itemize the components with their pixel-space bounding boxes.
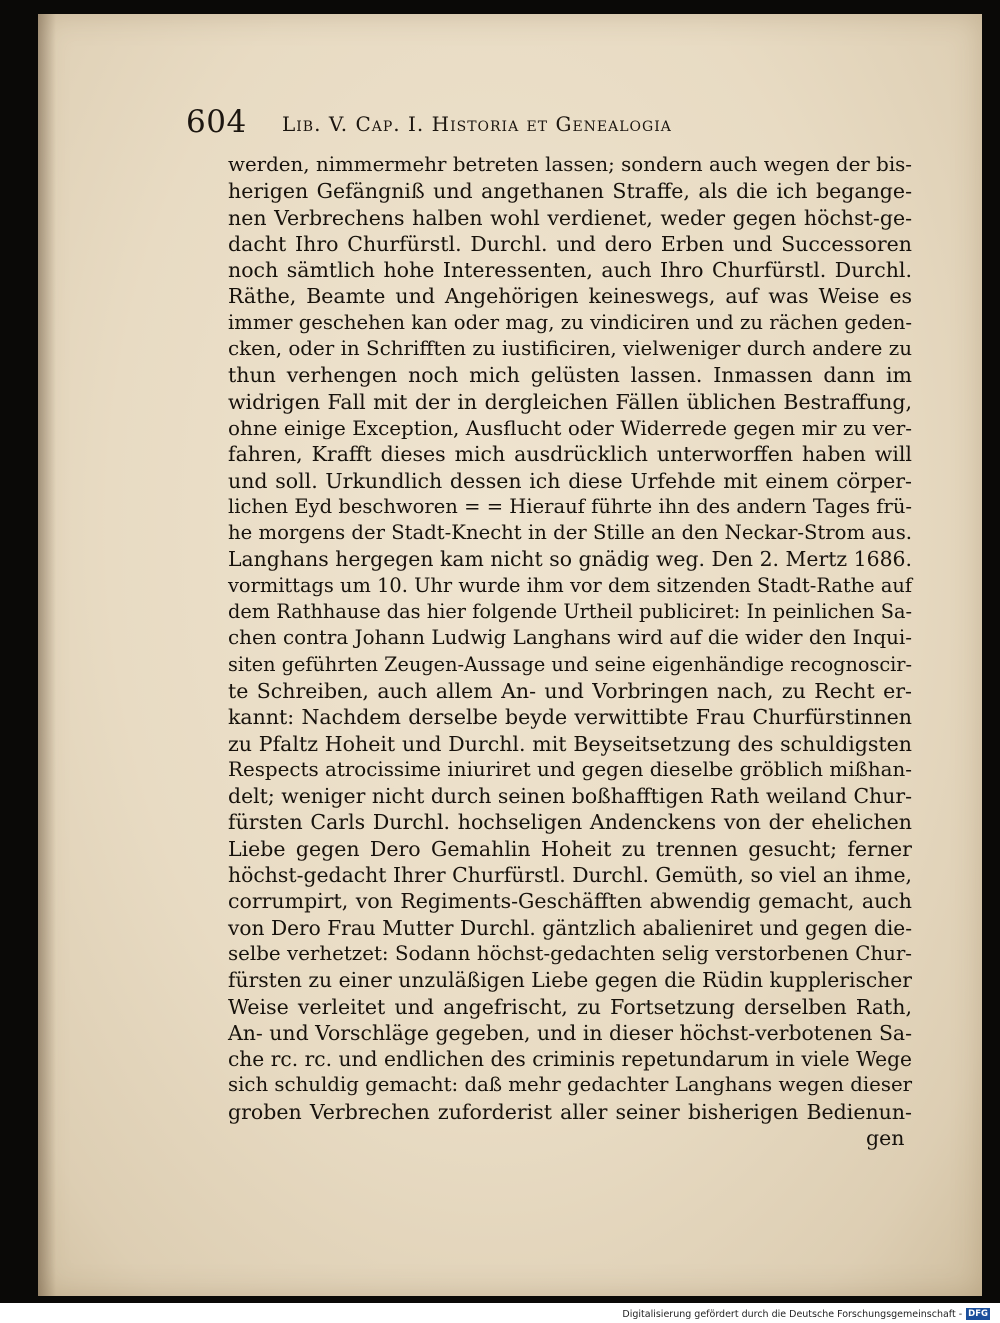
- text-line: Respects atrocissime iniuriret und gegen dieselbe gröblich mißhan-: [228, 757, 912, 781]
- text-line: von Dero Frau Mutter Durchl. gäntzlich abalieniret und gegen die-: [228, 915, 912, 940]
- text-line: Liebe gegen Dero Gemahlin Hoheit zu trennen gesucht; ferner: [228, 836, 912, 861]
- text-line: te Schreiben, auch allem An- und Vorbringen nach, zu Recht er-: [228, 678, 912, 703]
- text-line: Weise verleitet und angefrischt, zu Fortsetzung derselben Rath,: [228, 994, 912, 1019]
- body-text: [228, 152, 912, 1125]
- funding-footer: [622, 1307, 990, 1321]
- text-line: dacht Ihro Churfürstl. Durchl. und dero Erben und Successoren: [228, 231, 912, 256]
- text-line: An- und Vorschläge gegeben, und in dieser höchst-verbotenen Sa-: [228, 1020, 912, 1045]
- text-line: Räthe, Beamte und Angehörigen keineswegs, auf was Weise es: [228, 284, 912, 309]
- text-line: vormittags um 10. Uhr wurde ihm vor dem sitzenden Stadt-Rathe auf: [228, 573, 912, 597]
- text-line: widrigen Fall mit der in dergleichen Fällen üblichen Bestraffung,: [228, 389, 912, 414]
- text-line: cken, oder in Schrifften zu iustificiren, vielweniger durch andere zu: [228, 337, 912, 361]
- text-line: chen contra Johann Ludwig Langhans wird auf die wider den Inqui-: [228, 626, 912, 650]
- catchword: gen: [866, 1126, 905, 1150]
- dfg-logo: DFG: [968, 1309, 988, 1319]
- text-line: und soll. Urkundlich dessen ich diese Urfehde mit einem cörper-: [228, 468, 912, 493]
- text-line: fürsten zu einer unzuläßigen Liebe gegen die Rüdin kupplerischer: [228, 968, 912, 993]
- text-line: zu Pfaltz Hoheit und Durchl. mit Beyseitsetzung des schuldigsten: [228, 731, 912, 756]
- text-line: werden, nimmermehr betreten lassen; sondern auch wegen der bis-: [228, 153, 912, 176]
- text-line: nen Verbrechens halben wohl verdienet, weder gegen höchst-ge-: [228, 205, 912, 230]
- running-head: Lib. V. Cap. I. Historia et Genealogia: [282, 112, 672, 136]
- text-line: groben Verbrechen zuforderist aller seiner bisherigen Bedienun-: [228, 1099, 912, 1124]
- text-line: kannt: Nachdem derselbe beyde verwittibte Frau Churfürstinnen: [228, 705, 912, 730]
- text-line: he morgens der Stadt-Knecht in der Stille an den Neckar-Strom aus.: [228, 521, 912, 545]
- text-line: noch sämtlich hohe Interessenten, auch Ihro Churfürstl. Durchl.: [228, 258, 912, 283]
- text-line: fürsten Carls Durchl. hochseligen Andenckens von der ehelichen: [228, 810, 912, 835]
- text-line: Langhans hergegen kam nicht so gnädig weg. Den 2. Mertz 1686.: [228, 547, 912, 572]
- text-line: che rc. rc. und endlichen des criminis repetundarum in viele Wege: [228, 1047, 912, 1072]
- text-line: ohne einige Exception, Ausflucht oder Widerrede gegen mir zu ver-: [228, 415, 912, 440]
- text-line: immer geschehen kan oder mag, zu vindiciren und zu rächen geden-: [228, 310, 912, 334]
- text-line: delt; weniger nicht durch seinen boßhafftigen Rath weiland Chur-: [228, 784, 912, 809]
- text-line: selbe verhetzet: Sodann höchst-gedachten selig verstorbenen Chur-: [228, 941, 912, 965]
- text-line: fahren, Krafft dieses mich ausdrücklich unterworffen haben will: [228, 442, 912, 467]
- text-line: herigen Gefängniß und angethanen Straffe, als die ich begange-: [228, 179, 912, 204]
- text-line: lichen Eyd beschworen = = Hierauf führte ihn des andern Tages frü-: [228, 494, 912, 518]
- text-line: dem Rathhause das hier folgende Urtheil publiciret: In peinlichen Sa-: [228, 600, 912, 624]
- text-line: corrumpirt, von Regiments-Geschäfften abwendig gemacht, auch: [228, 889, 912, 914]
- text-line: höchst-gedacht Ihrer Churfürstl. Durchl. Gemüth, so viel an ihme,: [228, 863, 912, 888]
- page-header: [186, 102, 806, 146]
- text-line: thun verhengen noch mich gelüsten lassen. Inmassen dann im: [228, 363, 912, 388]
- funding-credit: Digitalisierung gefördert durch die Deutsche Forschungsgemeinschaft -: [622, 1308, 963, 1320]
- page-number: 604: [186, 104, 247, 140]
- text-line: siten geführten Zeugen-Aussage und seine eigenhändige recognoscir-: [228, 652, 912, 676]
- text-line: sich schuldig gemacht: daß mehr gedachter Langhans wegen dieser: [228, 1073, 913, 1097]
